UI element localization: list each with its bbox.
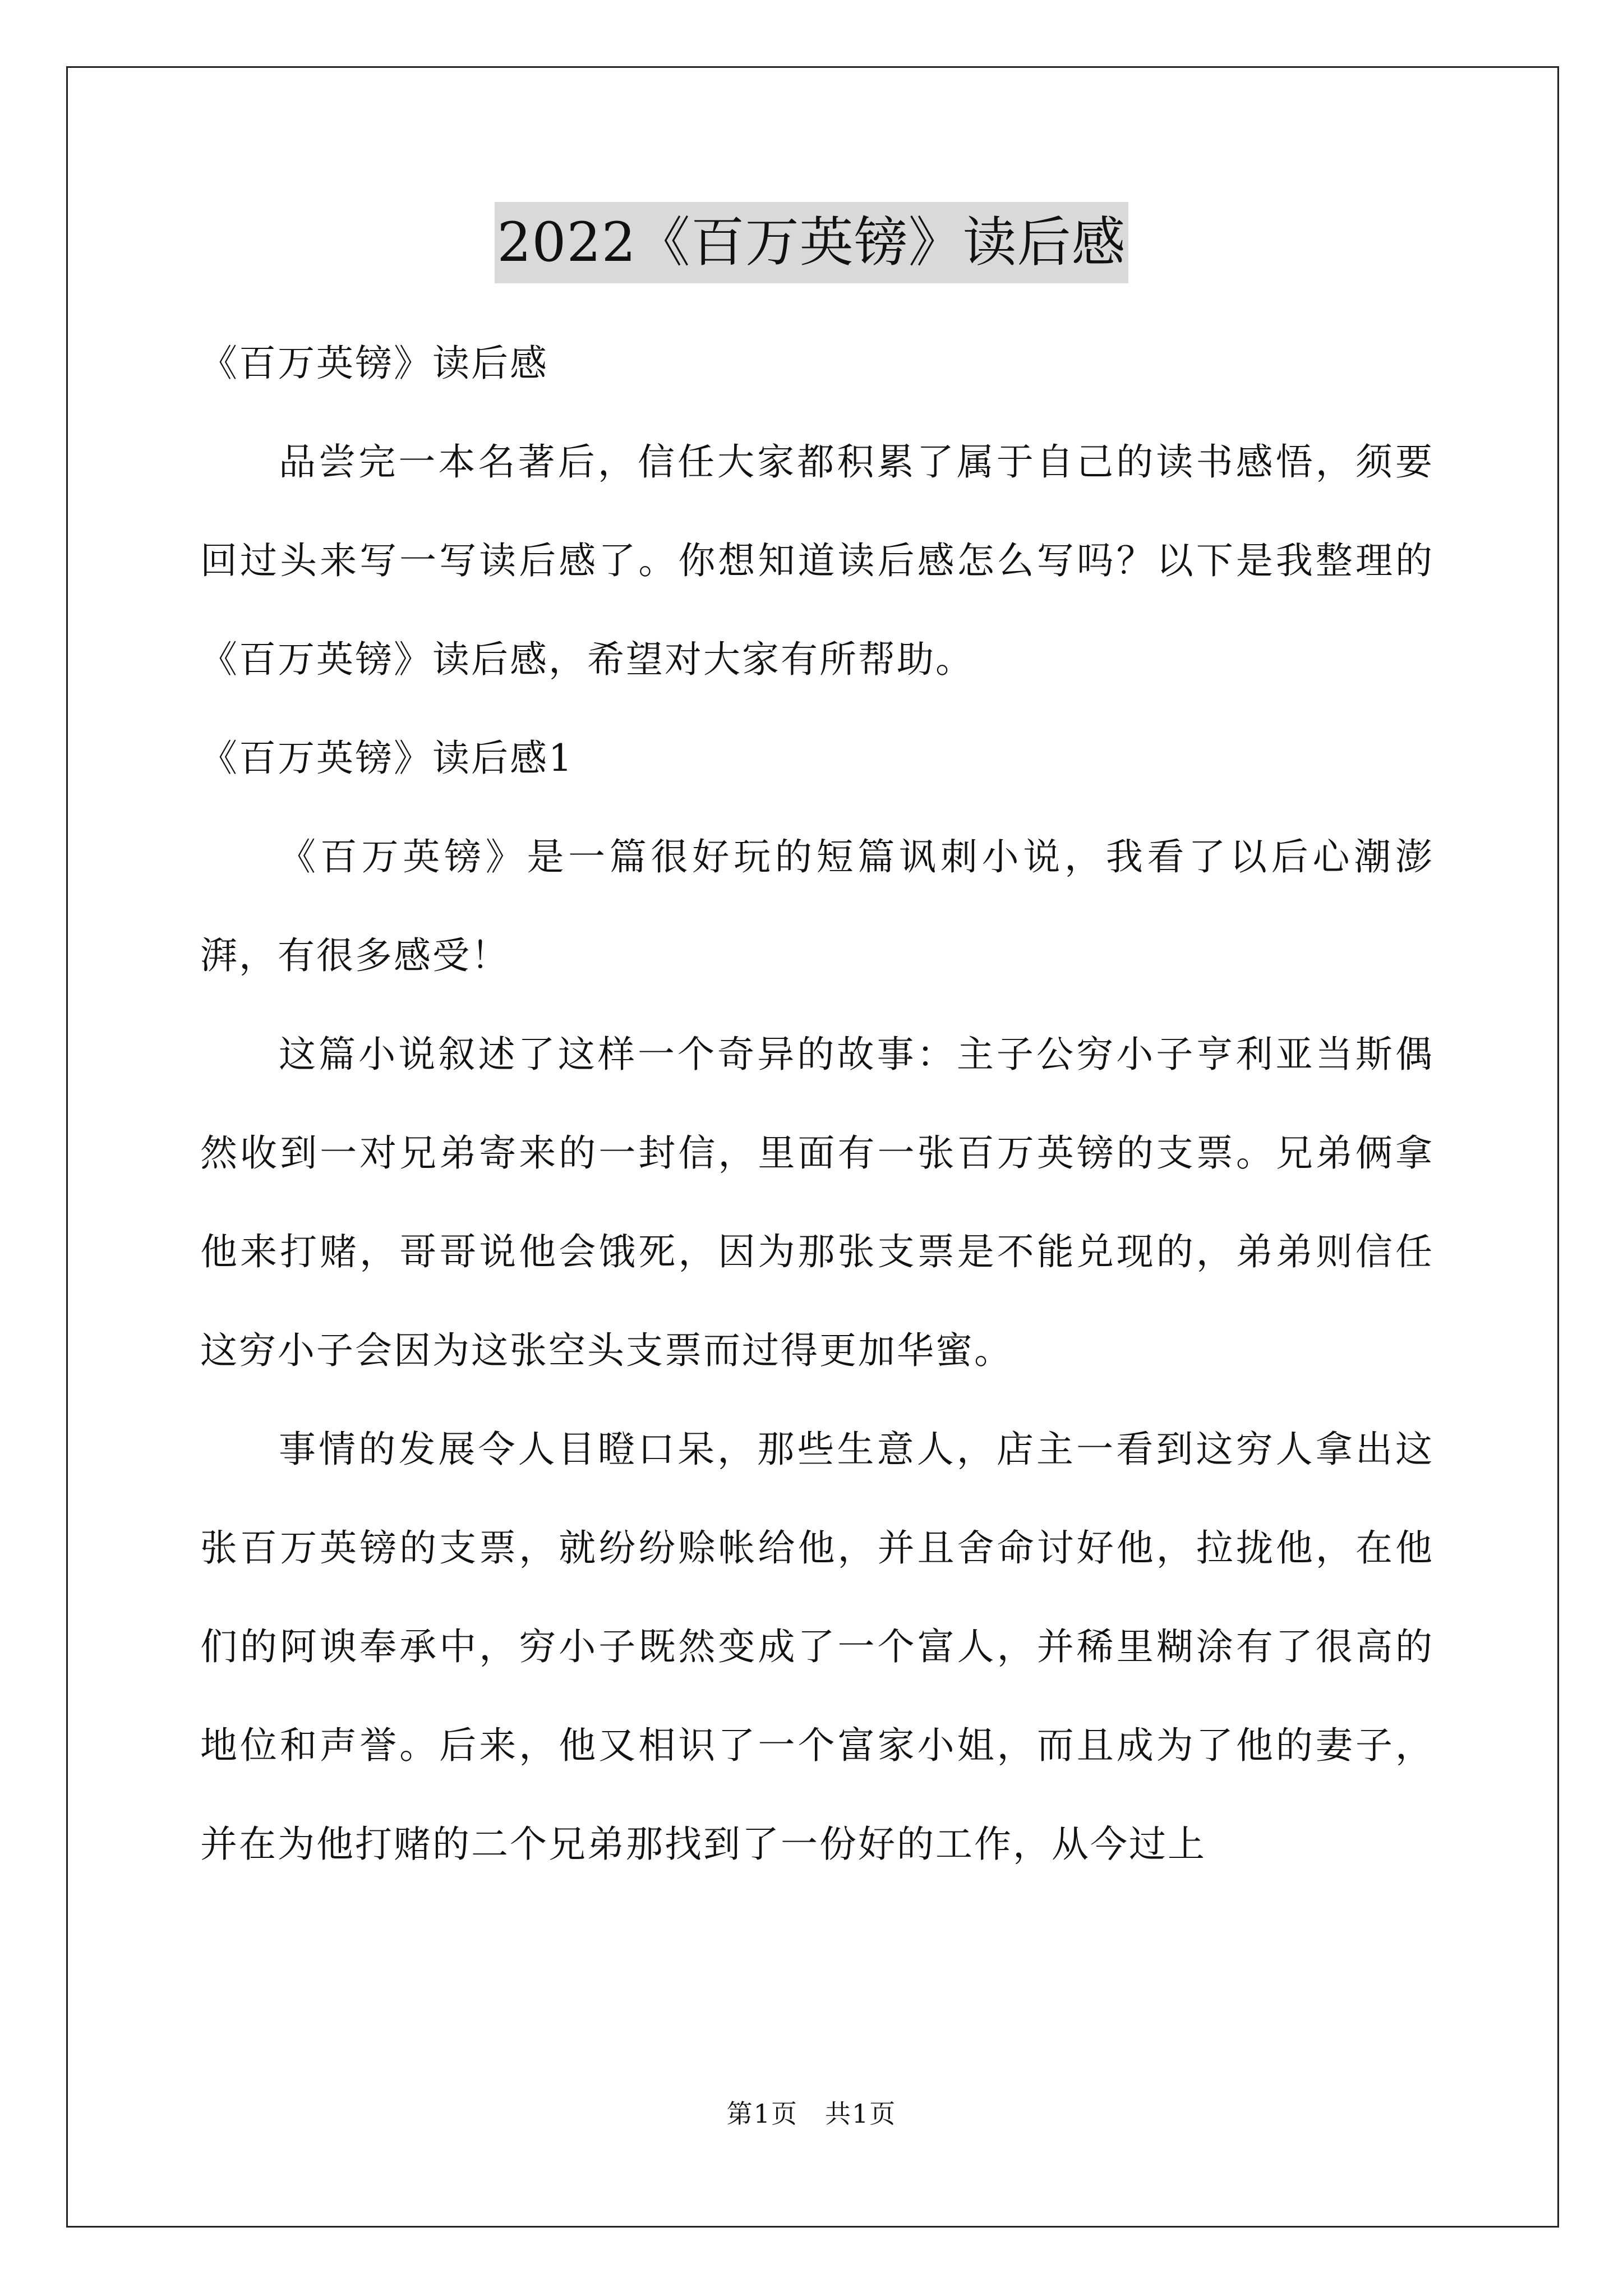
body-paragraph-3: 事情的发展令人目瞪口呆，那些生意人，店主一看到这穷人拿出这张百万英镑的支票，就纷纷赊帐给他，并且舍命讨好他，拉拢他，在他们的阿谀奉承中，穷小子既然变成了一个富人，并稀里糊涂有了很高的地位和声誉。后来，他又相识了一个富家小姐，而且成为了他的妻子，并在为他打赌的二个兄弟那找到了一份好的工作，从今过上: [200, 1428, 1434, 1866]
page-footer: 第1页 共1页: [726, 2099, 897, 2129]
intro-paragraph: 品尝完一本名著后，信任大家都积累了属于自己的读书感悟，须要回过头来写一写读后感了。你想知道读后感怎么写吗？以下是我整理的《百万英镑》读后感，希望对大家有所帮助。: [200, 440, 1434, 681]
section-heading: 《百万英镑》读后感1: [200, 737, 574, 780]
document-title: 2022《百万英镑》读后感: [495, 202, 1128, 283]
title-container: [0, 202, 1623, 283]
document-body: [200, 314, 1434, 1894]
body-paragraph-2: 这篇小说叙述了这样一个奇异的故事：主子公穷小子亨利亚当斯偶然收到一对兄弟寄来的一封信，里面有一张百万英镑的支票。兄弟俩拿他来打赌，哥哥说他会饿死，因为那张支票是不能兑现的，弟弟则信任这穷小子会因为这张空头支票而过得更加华蜜。: [200, 1033, 1434, 1372]
body-paragraph-1: 《百万英镑》是一篇很好玩的短篇讽刺小说，我看了以后心潮澎湃，有很多感受！: [200, 835, 1434, 977]
subtitle: 《百万英镑》读后感: [200, 342, 548, 385]
